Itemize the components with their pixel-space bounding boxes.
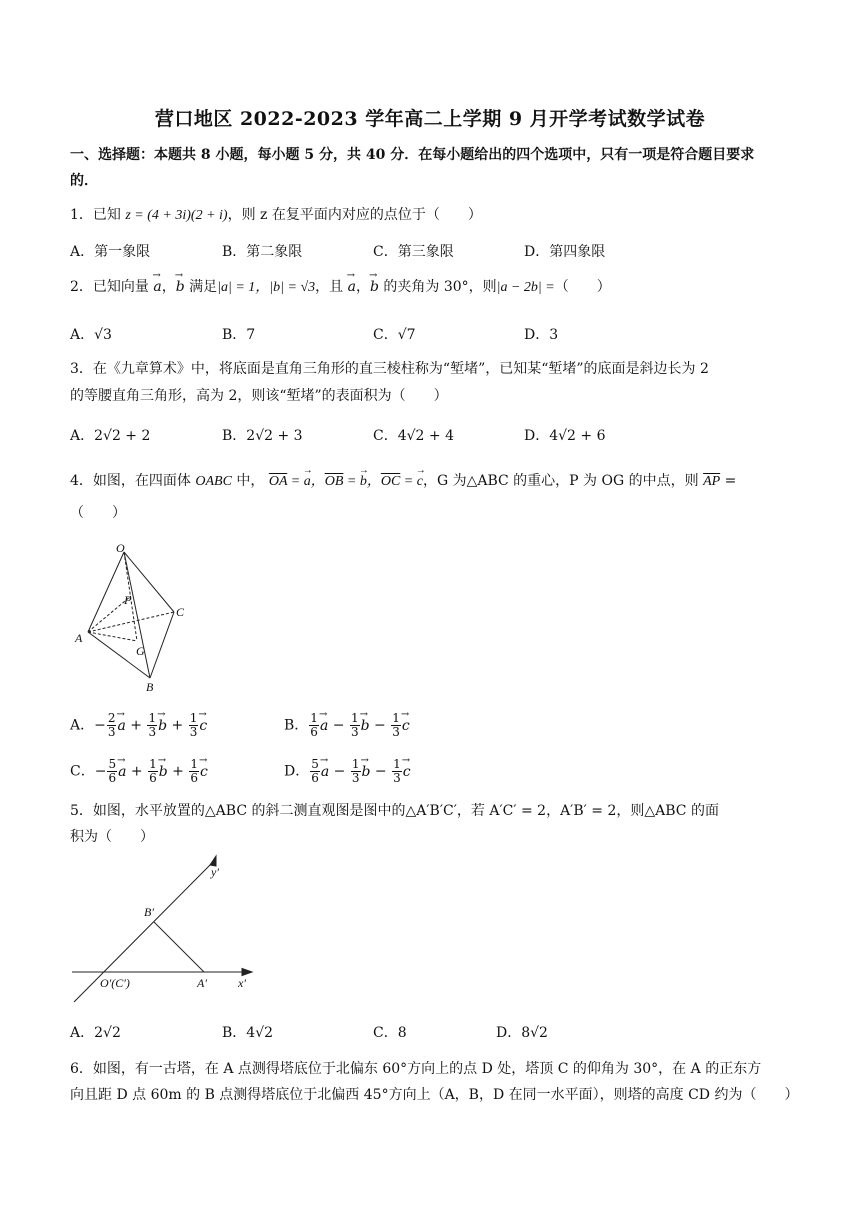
q2-prefix: 2．已知向量 [70,279,149,295]
q1-prefix: 1．已知 [70,207,126,223]
q4-option-a: A．− $\frac{2}{3}$ → a + $\frac{1}{3}$ → b + $\frac{1}{3}$ → c [70,712,207,739]
edge-AC [88,612,174,632]
q4-option-d: D． $\frac{5}{6}$ → a − $\frac{1}{3}$ → b − $\frac{1}{3}$ → c [284,758,411,785]
q4-mid: 中， [231,473,265,489]
vector-b: → b [176,276,185,298]
q1-option-b: B．第二象限 [222,244,303,260]
label-x-prime: x′ [238,976,246,990]
q2-expr: |a − 2b| = [496,280,555,295]
x-axis-arrow [242,969,252,976]
label-A: A [75,631,83,645]
label-P: P [124,593,132,607]
label-O: O [116,541,125,555]
label-O-prime: O′(C′) [100,976,130,990]
label-B: B [146,680,154,694]
vector-a: → a [153,276,161,298]
oblique-view-figure [70,852,260,1007]
edge-CB [150,612,174,678]
question-6-line2: 向且距 D 点 60m 的 B 点测得塔底位于北偏西 45°方向上（A，B，D 在同一水平面），则塔的高度 CD 约为（ ） [70,1087,799,1103]
q1-option-a: A．第一象限 [70,244,151,260]
vector-a: → a [348,276,356,298]
question-4-line2: （ ） [70,505,126,521]
q5-option-b: B．4√2 [222,1025,274,1041]
question-5-line1: 5．如图，水平放置的△ABC 的斜二测直观图是图中的△A′B′C′，若 A′C′ = 2，A′B′ = 2，则△ABC 的面 [70,803,719,819]
section-header-line1: 一、选择题：本题共 8 小题，每小题 5 分，共 40 分．在每小题给出的四个选项中，只有一项是符合题目要求 [70,147,755,163]
q4-option-c: C．− $\frac{5}{6}$ → a + $\frac{1}{6}$ → b + $\frac{1}{6}$ → c [70,758,208,785]
q2-option-c: C．√7 [373,327,416,343]
q2-cond1: |a| = 1， [217,280,270,295]
exam-title: 营口地区 2022-2023 学年高二上学期 9 月开学考试数学试卷 [154,108,706,130]
segment-AG [88,632,137,641]
q2-option-a: A．√3 [70,327,112,343]
q4-prefix: 4．如图，在四面体 [70,473,196,489]
label-A-prime: A′ [197,976,207,990]
label-y-prime: y′ [211,865,219,879]
q3-option-b: B．2√2 + 3 [222,428,303,444]
q2-option-d: D．3 [524,327,559,343]
q2-mid3: 的夹角为 30°，则 [383,279,497,295]
q1-suffix: ，则 z 在复平面内对应的点位于（ ） [227,207,482,223]
q5-option-c: C．8 [373,1025,407,1041]
question-4-line1: 4．如图，在四面体 OABC 中， $\overline{OA}$ = → a，$\overline{OB}$ = → b，$\overline{OC}$ = → c，G 为△ABC 的重心，P 为 OG 的中点，则 $\overline{AP}$ = [70,470,792,493]
vector-b: → b [370,276,379,298]
edge-OA [88,552,124,632]
q2-mid2: ，且 [315,279,344,295]
label-G: G [136,644,145,658]
q1-option-d: D．第四象限 [524,244,606,260]
q1-expr: z = (4 + 3i)(2 + i) [125,208,228,223]
vector-AP: $\overline{AP}$ [703,474,721,489]
question-1 [70,204,792,227]
edge-OB [124,552,150,678]
q4-vector-defs: $\overline{OA}$ = → a，$\overline{OB}$ = → b，$\overline{OC}$ = → c [269,474,423,489]
y-axis [74,862,213,1002]
question-3-line2: 的等腰直角三角形，高为 2，则该“堑堵”的表面积为（ ） [70,388,448,404]
label-B-prime: B′ [144,905,154,919]
q3-option-a: A．2√2 + 2 [70,428,151,444]
section-header-line2: 的． [70,173,98,189]
q5-option-d: D．8√2 [496,1025,548,1041]
q2-option-b: B．7 [222,327,256,343]
q2-mid1: 满足 [189,279,218,295]
question-2: 2．已知向量 → a，→ b 满足|a| = 1，|b| = √3，且 → a，→ b 的夹角为 30°，则|a − 2b| =（ ） [70,276,792,299]
q5-option-a: A．2√2 [70,1025,121,1041]
q4-mid2: ，G 为△ABC 的重心，P 为 OG 的中点，则 [422,473,699,489]
tetrahedron-figure [70,538,195,698]
q3-option-d: D．4√2 + 6 [524,428,606,444]
q4-option-b: B． $\frac{1}{6}$ → a − $\frac{1}{3}$ → b − $\frac{1}{3}$ → c [284,712,410,739]
q4-tetra-name: OABC [195,474,232,489]
q2-cond2: |b| = √3 [269,280,316,295]
question-6-line1: 6．如图，有一古塔，在 A 点测得塔底位于北偏东 60°方向上的点 D 处，塔顶 C 的仰角为 30°，在 A 的正东方 [70,1061,762,1077]
question-3-line1: 3．在《九章算术》中，将底面是直角三角形的直三棱柱称为“堑堵”，已知某“堑堵”的底面是斜边长为 2 [70,361,709,377]
label-C: C [176,605,185,619]
q2-suffix: （ ） [554,279,611,295]
q3-option-c: C．4√2 + 4 [373,428,454,444]
q1-option-c: C．第三象限 [373,244,454,260]
segment-B-A [154,922,204,972]
question-5-line2: 积为（ ） [70,829,154,845]
